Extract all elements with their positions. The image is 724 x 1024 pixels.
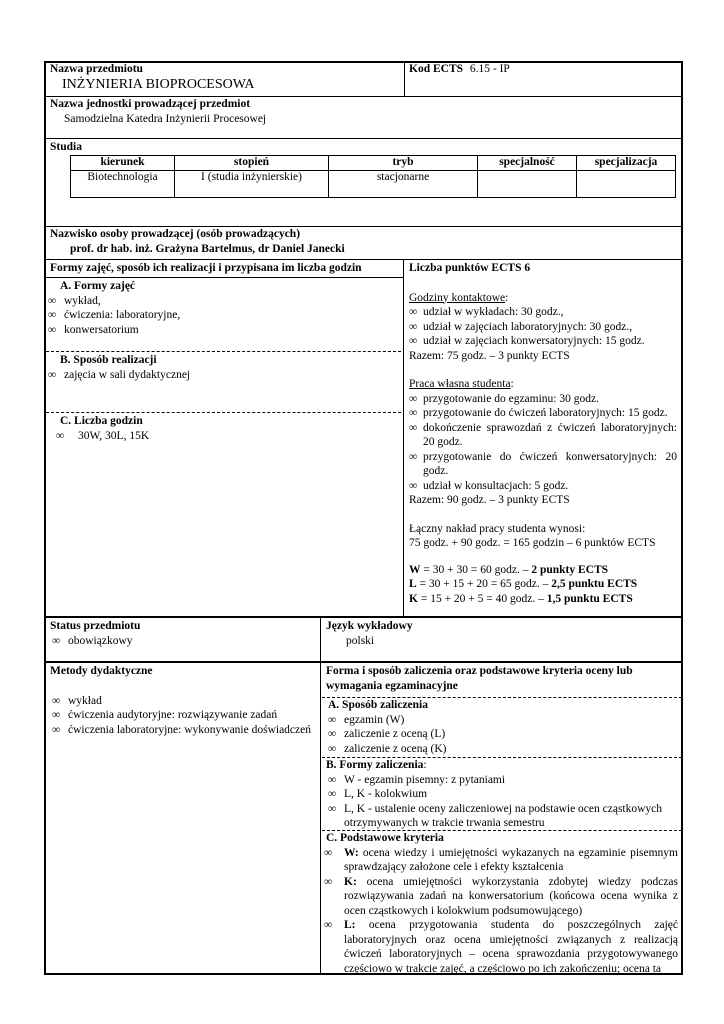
ects-title: Liczba punktów ECTS 6 (409, 262, 531, 274)
language-value: polski (346, 634, 375, 647)
status-value: ∞ obowiązkowy (52, 634, 133, 647)
bullet-icon: ∞ (409, 320, 418, 333)
assessment-b-item: ∞ L, K - ustalenie oceny zaliczeniowej na podstawie ocen cząstkowych otrzymywanych w trakcie trwania semestru (328, 802, 663, 829)
self-item: ∞ dokończenie sprawozdań z ćwiczeń laboratoryjnych: 20 godz. (409, 421, 677, 448)
assessment-a-title: A. Sposób zaliczenia (328, 699, 428, 711)
col-stopien: stopień (175, 156, 329, 171)
bullet-icon: ∞ (409, 392, 418, 405)
forms-a (46, 279, 401, 337)
contact-item: ∞ udział w zajęciach konwersatoryjnych: 15 godz. (409, 335, 645, 347)
forms-b-item: ∞ zajęcia w sali dydaktycznej (48, 368, 191, 381)
methods-item: ∞ ćwiczenia audytoryjne: rozwiązywanie zadań (52, 709, 278, 721)
status-cell (50, 619, 315, 648)
bullet-icon: ∞ (409, 335, 418, 347)
bullet-icon: ∞ (48, 368, 57, 381)
bullet-icon: ∞ (409, 306, 418, 318)
bullet-icon: ∞ (409, 450, 418, 463)
methods-item: ∞ wykład (52, 694, 102, 707)
studies-table (70, 155, 676, 198)
bullet-icon: ∞ (328, 788, 337, 800)
assessment-a (326, 698, 676, 756)
forms-c-item: ∞ 30W, 30L, 15K (56, 429, 150, 442)
forms-a-title: A. Formy zajęć (60, 280, 136, 292)
contact-title: Godziny kontaktowe: (409, 291, 509, 304)
forms-b (46, 353, 401, 382)
self-title: Praca własna studenta: (409, 378, 514, 390)
assessment-c-item: ∞ K: ocena umiejętności wykorzystania zdobytej wiedzy podczas rozwiązywania zadań na konwersatorium (końcowa ocena wynika z ocen cząstkowych i kolokwium podsumowującego) (324, 875, 678, 917)
bullet-icon: ∞ (52, 709, 61, 721)
contact-item: ∞ udział w wykładach: 30 godz., (409, 306, 564, 318)
cell-specjalnosc (478, 171, 577, 198)
bullet-icon: ∞ (328, 802, 337, 815)
ects-k: K = 15 + 20 + 5 = 40 godz. – 1,5 punktu ECTS (409, 592, 633, 605)
bullet-icon: ∞ (324, 875, 333, 888)
bullet-icon: ∞ (324, 846, 333, 859)
bullet-icon: ∞ (324, 919, 333, 931)
unit-cell (50, 97, 670, 126)
bullet-icon: ∞ (48, 294, 57, 307)
assessment-b-title: B. Formy zaliczenia: (326, 759, 427, 771)
bullet-icon: ∞ (328, 728, 337, 740)
assessment-c-item: ∞ L: ocena przygotowania studenta do poszczególnych zajęć laboratoryjnych oraz ocena umiejętności związanych z realizacją ćwiczeń laboratoryjnych – ocena sprawozdania przygotowywanego częściowo w trakcie zajęć, a częściowo po ich zakończeniu; ocena ta (324, 919, 678, 975)
studies-label: Studia (50, 141, 82, 153)
language-label: Język wykładowy (326, 620, 413, 632)
bullet-icon: ∞ (328, 713, 337, 726)
assessment-b (326, 758, 676, 831)
assessment-label: Forma i sposób zaliczenia oraz podstawowe kryteria oceny lub wymagania egzaminacyjne (326, 665, 633, 692)
cell-stopien: I (studia inżynierskie) (175, 171, 329, 198)
ects-w: W = 30 + 30 = 60 godz. – 2 punkty ECTS (409, 563, 609, 576)
cell-kierunek: Biotechnologia (71, 171, 175, 198)
bullet-icon: ∞ (52, 723, 61, 736)
bullet-icon: ∞ (48, 323, 57, 336)
forms-c-title: C. Liczba godzin (60, 415, 143, 427)
bullet-icon: ∞ (52, 634, 61, 647)
lecturers-label: Nazwisko osoby prowadzącej (osób prowadzących) (50, 228, 301, 240)
bullet-icon: ∞ (328, 773, 337, 786)
code-label: Kod ECTS (409, 63, 464, 75)
language-cell (326, 619, 676, 648)
col-specjalizacja: specjalizacja (577, 156, 676, 171)
total-value: 75 godz. + 90 godz. = 165 godzin – 6 punktów ECTS (409, 537, 656, 549)
bullet-icon: ∞ (48, 309, 57, 321)
bullet-icon: ∞ (409, 479, 418, 492)
forms-a-item: ∞ konwersatorium (48, 323, 139, 336)
forms-a-item: ∞ ćwiczenia: laboratoryjne, (48, 309, 181, 321)
assessment-a-item: ∞ egzamin (W) (328, 713, 405, 726)
bullet-icon: ∞ (56, 429, 65, 442)
bullet-icon: ∞ (409, 421, 418, 434)
forms-b-title: B. Sposób realizacji (60, 354, 157, 366)
self-sum: Razem: 90 godz. – 3 punkty ECTS (409, 494, 570, 506)
ects-l: L = 30 + 15 + 20 = 65 godz. – 2,5 punktu ECTS (409, 578, 638, 590)
self-item: ∞ przygotowanie do ćwiczeń laboratoryjnych: 15 godz. (409, 407, 668, 419)
methods-label: Metody dydaktyczne (50, 665, 153, 677)
self-item: ∞ przygotowanie do ćwiczeń konwersatoryjnych: 20 godz. (409, 450, 677, 477)
assessment-b-item: ∞ L, K - kolokwium (328, 788, 428, 800)
unit-label: Nazwa jednostki prowadzącej przedmiot (50, 98, 251, 110)
self-item: ∞ przygotowanie do egzaminu: 30 godz. (409, 392, 599, 405)
subject-name: INŻYNIERIA BIOPROCESOWA (62, 76, 255, 92)
unit-value: Samodzielna Katedra Inżynierii Procesowej (64, 112, 267, 125)
subject-label: Nazwa przedmiotu (50, 63, 143, 75)
contact-item: ∞ udział w zajęciach laboratoryjnych: 30 godz., (409, 320, 633, 333)
ects-panel (409, 261, 677, 606)
code-cell (409, 62, 679, 77)
assessment-c-title: C. Podstawowe kryteria (326, 832, 444, 844)
cell-specjalizacja (577, 171, 676, 198)
forms-label: Formy zajęć, sposób ich realizacji i przypisana im liczba godzin (50, 262, 362, 274)
contact-sum: Razem: 75 godz. – 3 punkty ECTS (409, 349, 570, 362)
total-intro: Łączny nakład pracy studenta wynosi: (409, 522, 586, 535)
code-value: 6.15 - IP (469, 63, 510, 75)
methods-item: ∞ ćwiczenia laboratoryjne: wykonywanie doświadczeń (52, 723, 311, 736)
col-specjalnosc: specjalność (478, 156, 577, 171)
lecturers-value: prof. dr hab. inż. Grażyna Bartelmus, dr Daniel Janecki (70, 242, 345, 255)
assessment-c (322, 831, 678, 976)
self-item: ∞ udział w konsultacjach: 5 godz. (409, 479, 569, 492)
assessment-a-item: ∞ zaliczenie z oceną (L) (328, 728, 446, 740)
lecturers-cell (50, 227, 670, 256)
methods-cell (50, 664, 315, 737)
bullet-icon: ∞ (52, 694, 61, 707)
assessment-c-item: ∞ W: ocena wiedzy i umiejętności wykazanych na egzaminie pisemnym sprawdzający założone cele i efekty kształcenia (324, 846, 678, 873)
status-label: Status przedmiotu (50, 620, 141, 632)
subject-cell (50, 62, 400, 93)
bullet-icon: ∞ (328, 742, 337, 755)
bullet-icon: ∞ (409, 407, 418, 419)
cell-tryb: stacjonarne (329, 171, 478, 198)
assessment-a-item: ∞ zaliczenie z oceną (K) (328, 742, 447, 755)
forms-a-item: ∞ wykład, (48, 294, 101, 307)
assessment-b-item: ∞ W - egzamin pisemny: z pytaniami (328, 773, 506, 786)
col-kierunek: kierunek (71, 156, 175, 171)
forms-c (46, 414, 401, 443)
col-tryb: tryb (329, 156, 478, 171)
